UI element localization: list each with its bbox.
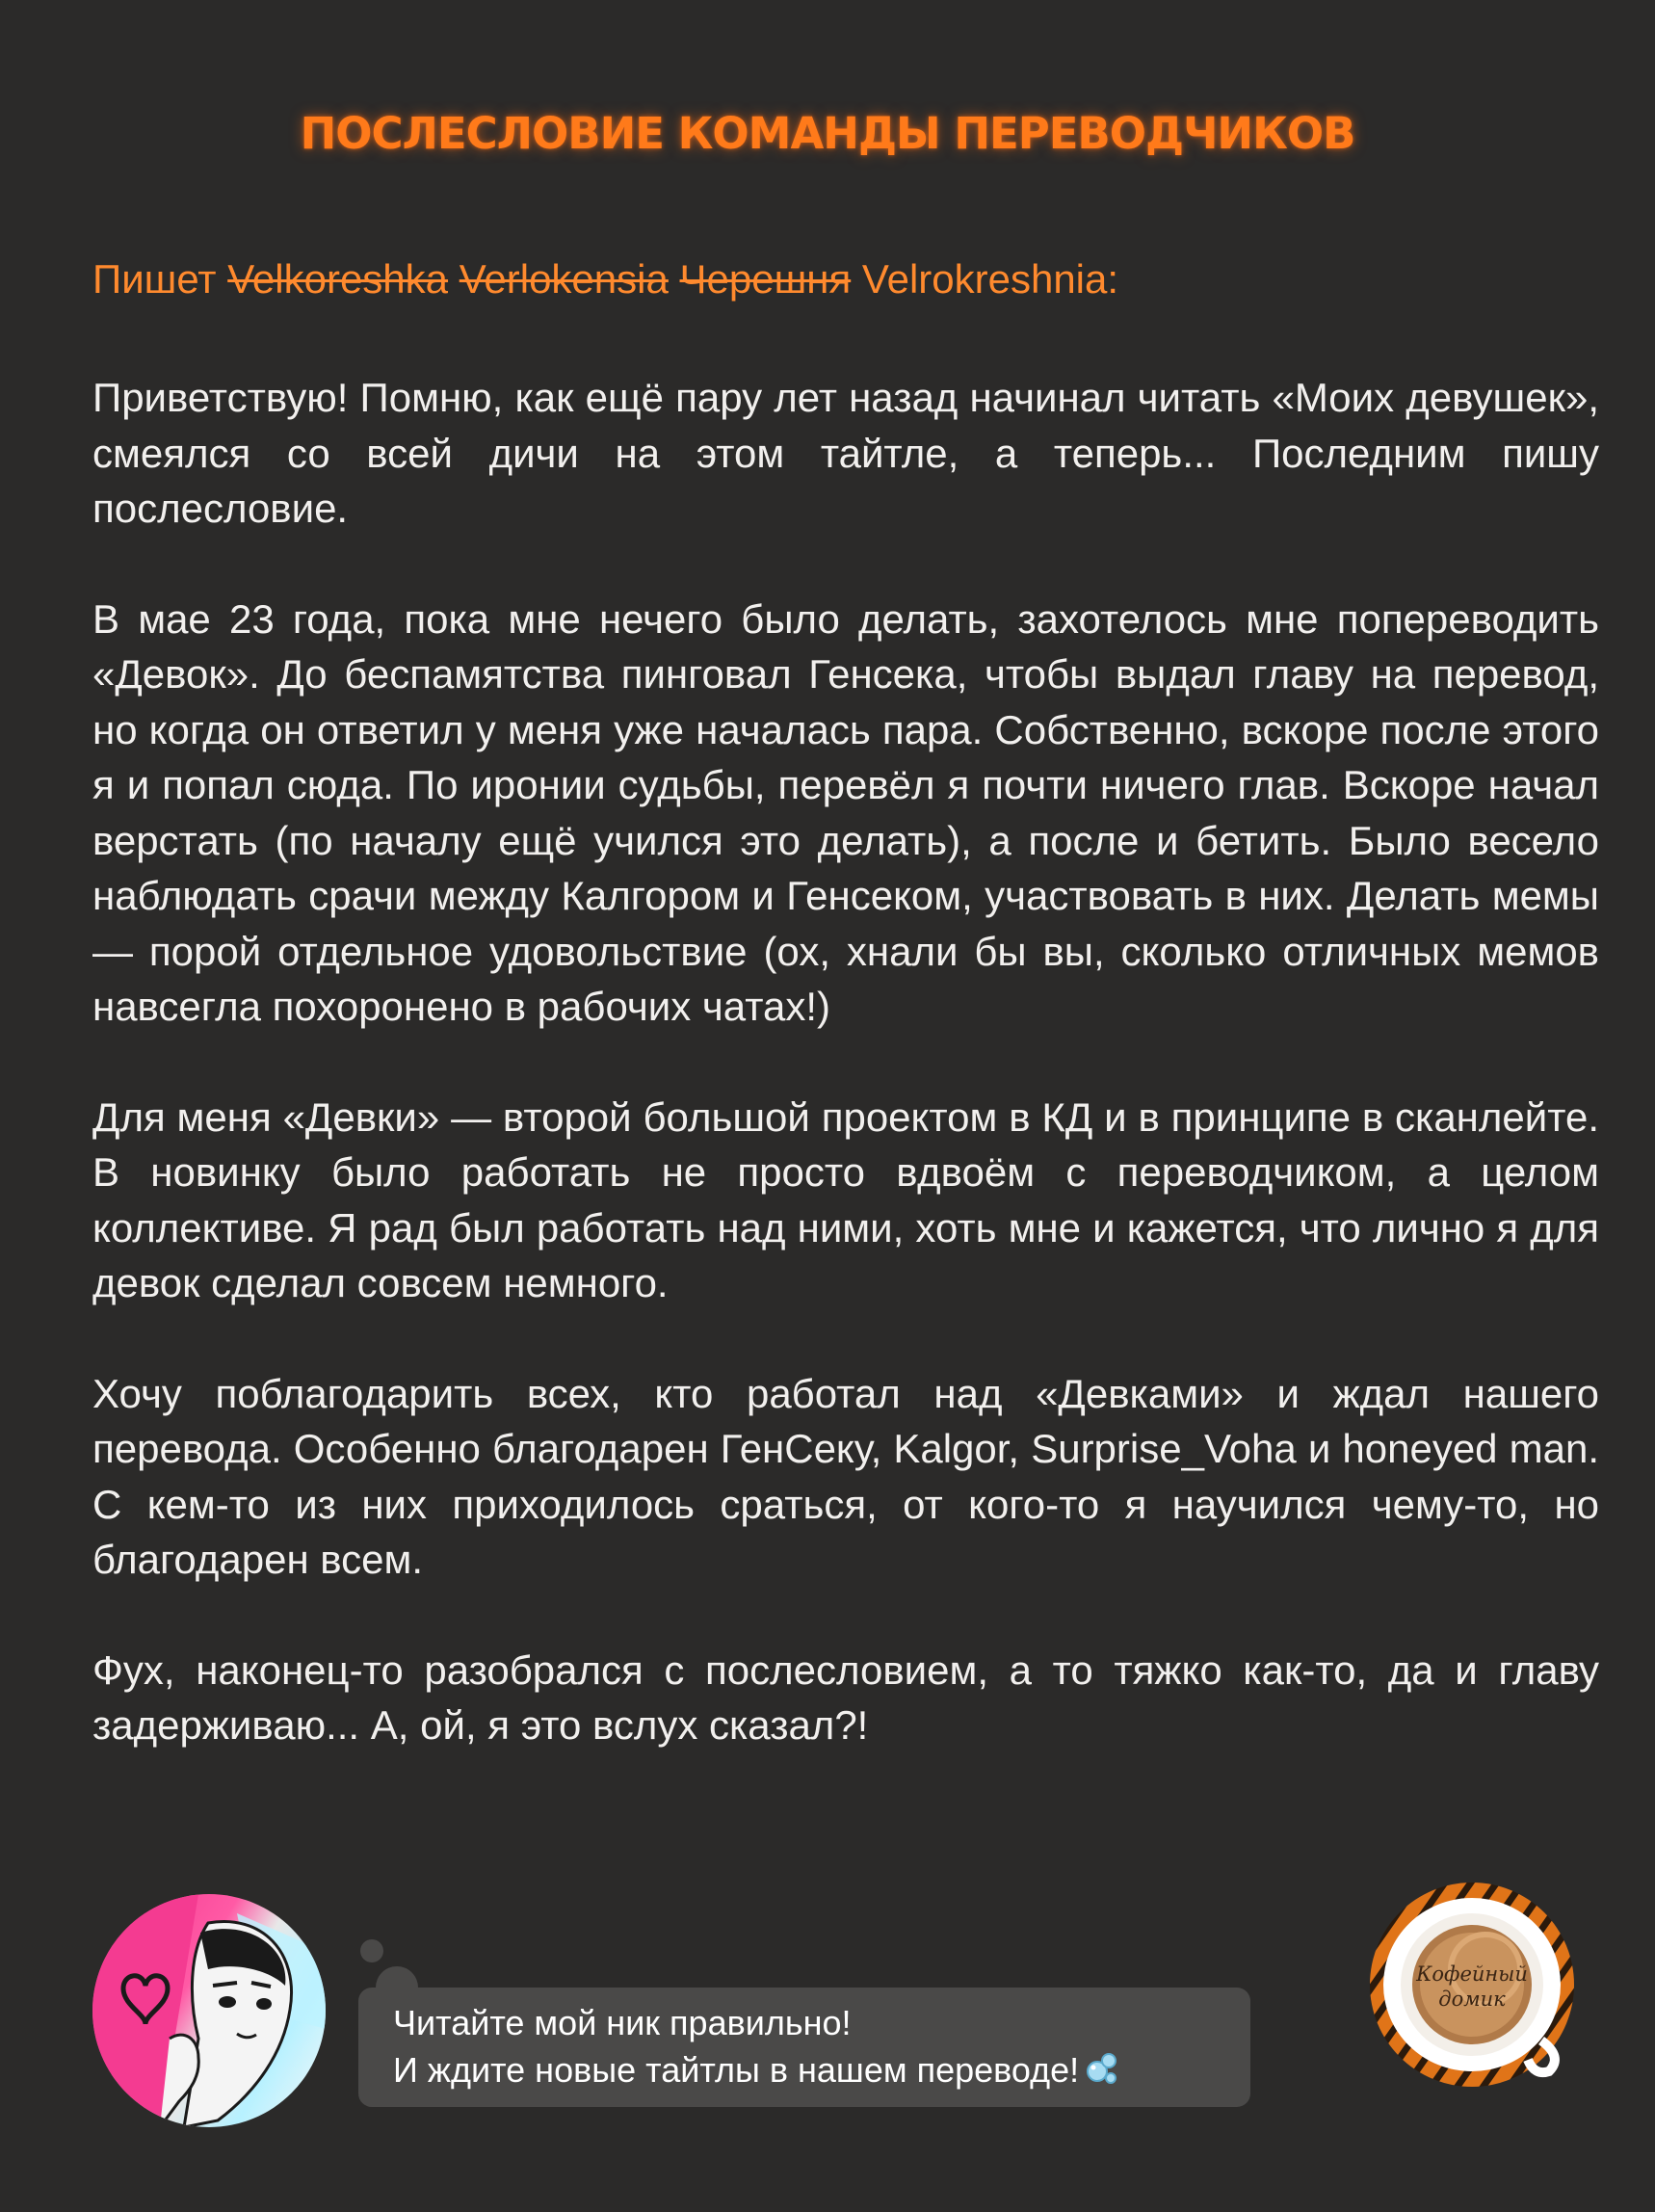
avatar: [92, 1894, 326, 2127]
author-byline: [92, 256, 1118, 303]
thought-dot-small: [360, 1939, 383, 1962]
avatar-illustration: [92, 1894, 326, 2127]
bubble-line-2-text: И ждите новые тайтлы в нашем переводе!: [393, 2050, 1080, 2090]
struck-name-3: Черешня: [679, 256, 852, 302]
bubble-line-1: Читайте мой ник правильно!: [393, 2003, 852, 2042]
paragraph: Для меня «Девки» — второй большой проектом в КД и в принципе в сканлейте. В новинку было работать не просто вдвоём с переводчиком, а целом коллективе. Я рад был работать над ними, хоть мне и кажется, что лично я для девок сделал совсем немного.: [92, 1093, 1599, 1305]
paragraph: Приветствую! Помню, как ещё пару лет назад начинал читать «Моих девушек», смеялся со всей дичи на этом тайтле, а теперь... Последним пишу послесловие.: [92, 375, 1599, 531]
afterword-body: [92, 370, 1599, 1808]
logo-line-1: Кофейный: [1416, 1962, 1528, 1986]
struck-name-1: Velkoreshka: [227, 256, 449, 302]
speech-bubble: [358, 1988, 1250, 2107]
soap-bubbles-icon: [1085, 2049, 1117, 2096]
paragraph: Хочу поблагодарить всех, кто работал над «Девками» и ждал нашего перевода. Особенно благодарен ГенСеку, Kalgor, Surprise_Voha и honeyed man. С кем-то из них приходилось сраться, от кого-то я научился чему-то, но благодарен всем.: [92, 1370, 1599, 1582]
coffee-house-logo: [1366, 1879, 1578, 2091]
page-title: ПОСЛЕСЛОВИЕ КОМАНДЫ ПЕРЕВОДЧИКОВ: [300, 108, 1355, 159]
bubble-line-2: [393, 2046, 1216, 2096]
paragraph: Фух, наконец-то разобрался с послесловием, а то тяжко как-то, да и главу задерживаю... А, ой, я это вслух сказал?!: [92, 1646, 1599, 1748]
logo-line-2: домик: [1438, 1988, 1506, 2011]
struck-name-2: Verlokensia: [459, 256, 669, 302]
author-name: Velrokreshnia:: [861, 256, 1119, 302]
byline-prefix: Пишет: [92, 256, 217, 302]
paragraph: В мае 23 года, пока мне нечего было делать, захотелось мне попереводить «Девок». До беспамятства пинговал Генсека, чтобы выдал главу на перевод, но когда он ответил у меня уже началась пара. Собственно, вскоре после этого я и попал сюда. По иронии судьбы, перевёл я почти ничего глав. Вскоре начал верстать (по началу ещё учился это делать), а после и бетить. Было весело наблюдать срачи между Калгором и Генсеком, участвовать в них. Делать мемы — порой отдельное удовольствие (ох, хнали бы вы, сколько отличных мемов навсегла похоронено в рабочих чатах!): [92, 595, 1599, 1029]
coffee-cup-logo: [1366, 1879, 1578, 2091]
